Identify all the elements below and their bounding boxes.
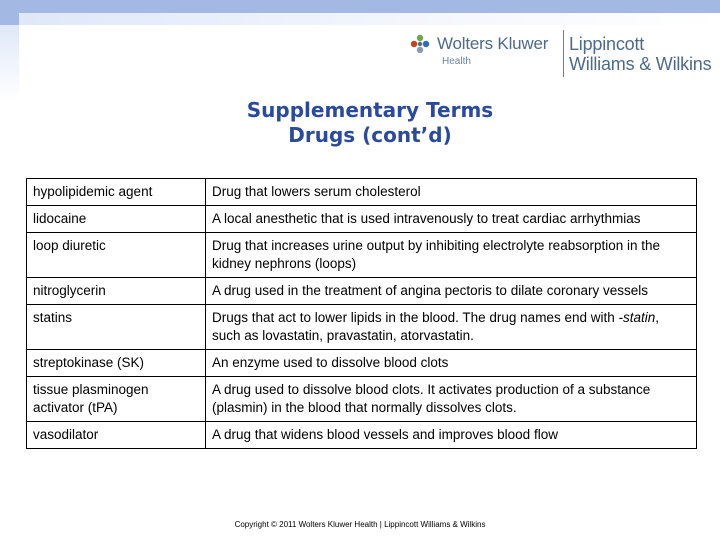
- term-cell: streptokinase (SK): [27, 350, 206, 377]
- slide-title-line1: Supplementary Terms: [246, 98, 494, 122]
- definition-text: Drugs that act to lower lipids in the blood. The drug names end with: [212, 310, 619, 325]
- definition-cell: A drug used to dissolve blood clots. It activates production of a substance (plasmin) in the blood that normally dissolves clots.: [206, 377, 697, 422]
- definition-text: , such as lovastatin, pravastatin, atorvastatin.: [212, 310, 660, 343]
- term-cell: tissue plasminogen activator (tPA): [27, 377, 206, 422]
- terms-table: [26, 178, 697, 449]
- term-cell: hypolipidemic agent: [27, 179, 206, 206]
- logo-wolters-kluwer-text: Wolters Kluwer: [437, 34, 549, 53]
- definition-cell: [206, 305, 697, 350]
- left-gradient-band: [0, 25, 19, 100]
- table-row: [27, 305, 697, 350]
- table-row: [27, 233, 697, 278]
- definition-cell: A local anesthetic that is used intravenously to treat cardiac arrhythmias: [206, 206, 697, 233]
- header-accent-bar: [0, 0, 720, 13]
- slide-title-line2: Drugs (cont’d): [288, 123, 452, 147]
- logo-divider: [563, 30, 564, 77]
- table-row: [27, 422, 697, 449]
- slide-title: [160, 98, 580, 148]
- table-row: [27, 350, 697, 377]
- definition-cell: A drug used in the treatment of angina pectoris to dilate coronary vessels: [206, 278, 697, 305]
- logo-lww-line2: Williams & Wilkins: [569, 54, 712, 74]
- definition-cell: Drug that increases urine output by inhibiting electrolyte reabsorption in the kidney nephrons (loops): [206, 233, 697, 278]
- definition-cell: An enzyme used to dissolve blood clots: [206, 350, 697, 377]
- term-cell: loop diuretic: [27, 233, 206, 278]
- logo-lww-text: [569, 34, 711, 74]
- table-row: [27, 377, 697, 422]
- table-row: [27, 206, 697, 233]
- table-row: [27, 179, 697, 206]
- table-row: [27, 278, 697, 305]
- logo-lww-line1: Lippincott: [569, 34, 645, 54]
- logo-health-text: Health: [442, 56, 471, 67]
- term-cell: lidocaine: [27, 206, 206, 233]
- definition-cell: A drug that widens blood vessels and improves blood flow: [206, 422, 697, 449]
- term-cell: vasodilator: [27, 422, 206, 449]
- definition-italic-suffix: -statin: [618, 310, 656, 325]
- term-cell: statins: [27, 305, 206, 350]
- term-cell: nitroglycerin: [27, 278, 206, 305]
- copyright-footer: Copyright © 2011 Wolters Kluwer Health | Lippincott Williams & Wilkins: [234, 520, 486, 529]
- header-corner-block: [0, 0, 19, 25]
- definition-cell: Drug that lowers serum cholesterol: [206, 179, 697, 206]
- wolters-kluwer-globe-icon: [408, 32, 432, 56]
- header-gradient-band: [19, 13, 720, 25]
- publisher-logo: [408, 30, 718, 78]
